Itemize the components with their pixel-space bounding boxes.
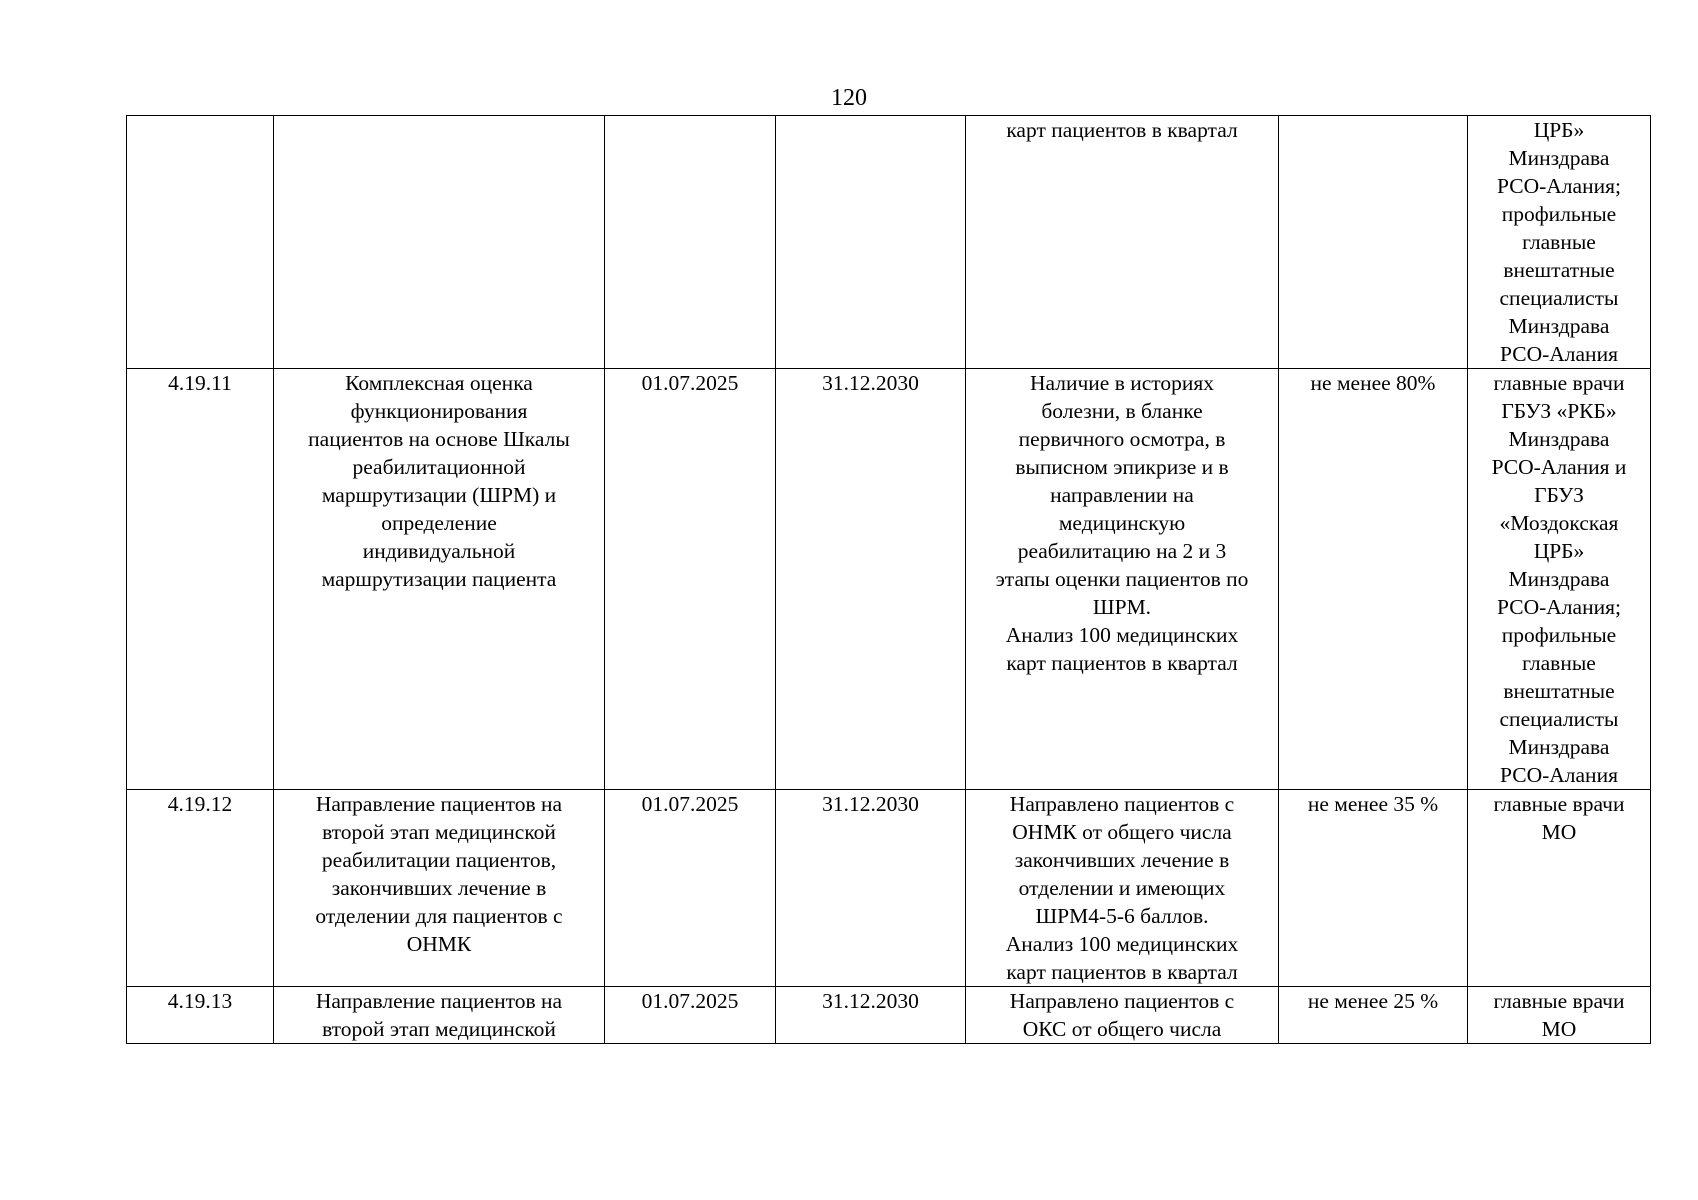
cell-responsible xyxy=(1468,369,1651,790)
cell-start-date xyxy=(605,790,776,987)
cell-target-text: не менее 80% xyxy=(1310,371,1436,395)
cell-target xyxy=(1279,987,1468,1044)
cell-end-text: 31.12.2030 xyxy=(822,371,919,395)
cell-action xyxy=(274,987,605,1044)
cell-indicator-text: карт пациентов в квартал xyxy=(1006,118,1238,142)
cell-end-date xyxy=(776,987,966,1044)
cell-responsible xyxy=(1468,790,1651,987)
page-number: 120 xyxy=(831,85,867,111)
cell-responsible xyxy=(1468,116,1651,369)
cell-indicator-text: Направлено пациентов с ОКС от общего числа xyxy=(1009,989,1235,1041)
cell-action-text: Направление пациентов на второй этап медицинской реабилитации пациентов, закончивших лечение в отделении для пациентов с ОНМК xyxy=(315,792,563,956)
cell-start-date xyxy=(605,987,776,1044)
cell-indicator-text: Наличие в историях болезни, в бланке первичного осмотра, в выписном эпикризе и в направлении на медицинскую реабилитацию на 2 и 3 этапы оценки пациентов по ШРМ. Анализ 100 медицинских карт пациентов в квартал xyxy=(995,371,1249,675)
cell-id-text: 4.19.11 xyxy=(168,371,232,395)
cell-start-text: 01.07.2025 xyxy=(641,792,739,816)
cell-target xyxy=(1279,790,1468,987)
cell-end-date xyxy=(776,790,966,987)
cell-start-date xyxy=(605,116,776,369)
cell-responsible xyxy=(1468,987,1651,1044)
cell-target xyxy=(1279,369,1468,790)
cell-id xyxy=(127,116,274,369)
table-row xyxy=(127,987,1651,1044)
cell-action xyxy=(274,790,605,987)
plan-table xyxy=(126,115,1651,1044)
cell-target-text: не менее 35 % xyxy=(1307,792,1439,816)
cell-start-text: 01.07.2025 xyxy=(641,371,739,395)
cell-responsible-text: главные врачи ГБУЗ «РКБ» Минздрава РСО-Алания и ГБУЗ «Моздокская ЦРБ» Минздрава РСО-Алания; профильные главные внештатные специалисты Минздрава РСО-Алания xyxy=(1491,371,1627,787)
cell-target-text: не менее 25 % xyxy=(1307,989,1439,1013)
cell-target xyxy=(1279,116,1468,369)
cell-action xyxy=(274,369,605,790)
cell-action-text: Комплексная оценка функционирования пациентов на основе Шкалы реабилитационной маршрутизации (ШРМ) и определение индивидуальной маршрутизации пациента xyxy=(308,371,570,591)
table-row xyxy=(127,116,1651,369)
cell-id-text: 4.19.12 xyxy=(167,792,233,816)
cell-indicator-text: Направлено пациентов с ОНМК от общего числа закончивших лечение в отделении и имеющих ШРМ4-5-6 баллов. Анализ 100 медицинских карт пациентов в квартал xyxy=(1005,792,1239,984)
cell-indicator xyxy=(966,790,1279,987)
cell-responsible-text: ЦРБ» Минздрава РСО-Алания; профильные главные внештатные специалисты Минздрава РСО-Алания xyxy=(1497,118,1621,366)
table-row xyxy=(127,369,1651,790)
cell-id xyxy=(127,369,274,790)
cell-action xyxy=(274,116,605,369)
cell-id xyxy=(127,987,274,1044)
cell-id-text: 4.19.13 xyxy=(167,989,233,1013)
cell-indicator xyxy=(966,116,1279,369)
cell-end-text: 31.12.2030 xyxy=(822,792,919,816)
cell-end-date xyxy=(776,369,966,790)
cell-start-text: 01.07.2025 xyxy=(641,989,739,1013)
table-row xyxy=(127,790,1651,987)
cell-indicator xyxy=(966,369,1279,790)
cell-action-text: Направление пациентов на второй этап медицинской xyxy=(315,989,563,1041)
cell-responsible-text: главные врачи МО xyxy=(1493,792,1625,844)
cell-id xyxy=(127,790,274,987)
cell-end-text: 31.12.2030 xyxy=(822,989,919,1013)
cell-start-date xyxy=(605,369,776,790)
cell-end-date xyxy=(776,116,966,369)
cell-responsible-text: главные врачи МО xyxy=(1493,989,1625,1041)
cell-indicator xyxy=(966,987,1279,1044)
